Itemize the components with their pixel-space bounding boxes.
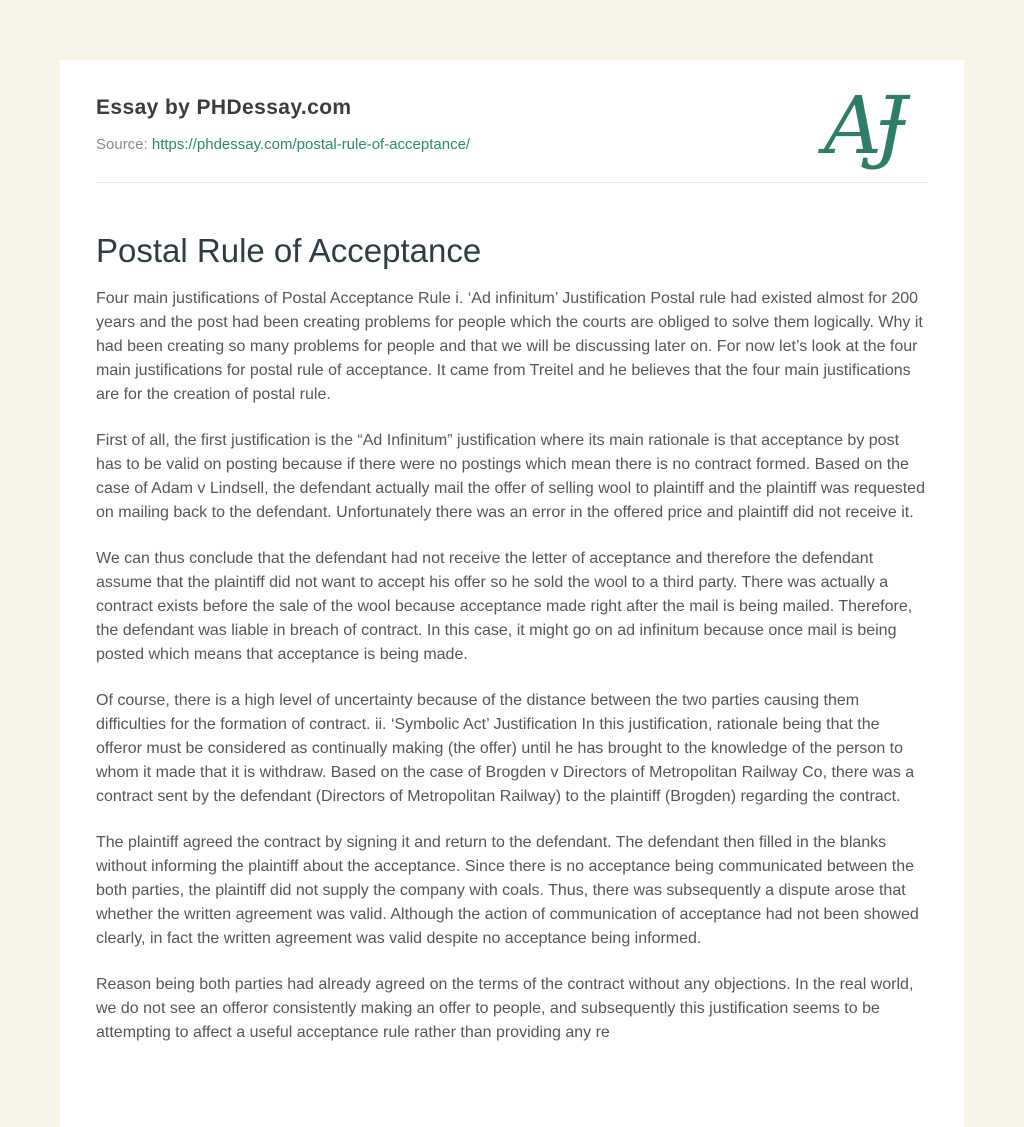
source-line [96, 136, 470, 153]
source-link[interactable]: https://phdessay.com/postal-rule-of-acceptance/ [151, 136, 471, 153]
essay-article [96, 231, 928, 1045]
essay-card [60, 60, 964, 1127]
header-left [96, 88, 470, 153]
header-divider [96, 182, 928, 183]
phdessay-logo-icon: AɈ [824, 79, 900, 172]
source-label: Source: [96, 136, 148, 153]
essay-title: Postal Rule of Acceptance [96, 232, 482, 269]
essay-paragraph-2: First of all, the first justification is the “Ad Infinitum” justification where its main rationale is that acceptance by post has to be valid on posting because if there were no postings which mean there is no contract formed. Based on the case of Adam v Lindsell, the defendant actually mail the offer of selling wool to plaintiff and the plaintiff was requested on mailing back to the defendant. Unfortunately there was an error in the offered price and plaintiff did not receive it. [96, 432, 925, 521]
essay-paragraph-4: Of course, there is a high level of uncertainty because of the distance between the two parties causing them difficulties for the formation of contract. ii. ‘Symbolic Act’ Justification In this justification, rationale being that the offeror must be considered as continually making (the offer) until he has brought to the knowledge of the person to whom it made that it is withdraw. Based on the case of Brogden v Directors of Metropolitan Railway Co, there was a contract sent by the defendant (Directors of Metropolitan Railway) to the plaintiff (Brogden) regarding the contract. [96, 692, 915, 805]
essay-paragraph-5: The plaintiff agreed the contract by signing it and return to the defendant. The defendant then filled in the blanks without informing the plaintiff about the acceptance. Since there is no acceptance being communicated between the both parties, the plaintiff did not supply the company with coals. Thus, there was subsequently a dispute arose that whether the written agreement was valid. Although the action of communication of acceptance had not been showed clearly, in fact the written agreement was valid despite no acceptance being informed. [96, 834, 919, 947]
card-header [96, 79, 928, 172]
site-title: Essay by PHDessay.com [96, 96, 352, 119]
essay-paragraph-1: Four main justifications of Postal Acceptance Rule i. ‘Ad infinitum’ Justification Postal rule had existed almost for 200 years and the post had been creating problems for people which the courts are obliged to solve them logically. Why it had been creating so many problems for people and that we will be discussing later on. For now let’s look at the four main justifications for postal rule of acceptance. It came from Treitel and he believes that the four main justifications are for the creation of postal rule. [96, 290, 923, 403]
essay-paragraph-3: We can thus conclude that the defendant had not receive the letter of acceptance and therefore the defendant assume that the plaintiff did not want to accept his offer so he sold the wool to a third party. There was actually a contract exists before the sale of the wool because acceptance made right after the mail is being mailed. Therefore, the defendant was liable in breach of contract. In this case, it might go on ad infinitum because once mail is being posted which means that acceptance is being made. [96, 550, 913, 663]
essay-paragraph-6: Reason being both parties had already agreed on the terms of the contract without any objections. In the real world, we do not see an offeror consistently making an offer to people, and subsequently this justification seems to be attempting to affect a useful acceptance rule rather than providing any re [96, 976, 914, 1041]
